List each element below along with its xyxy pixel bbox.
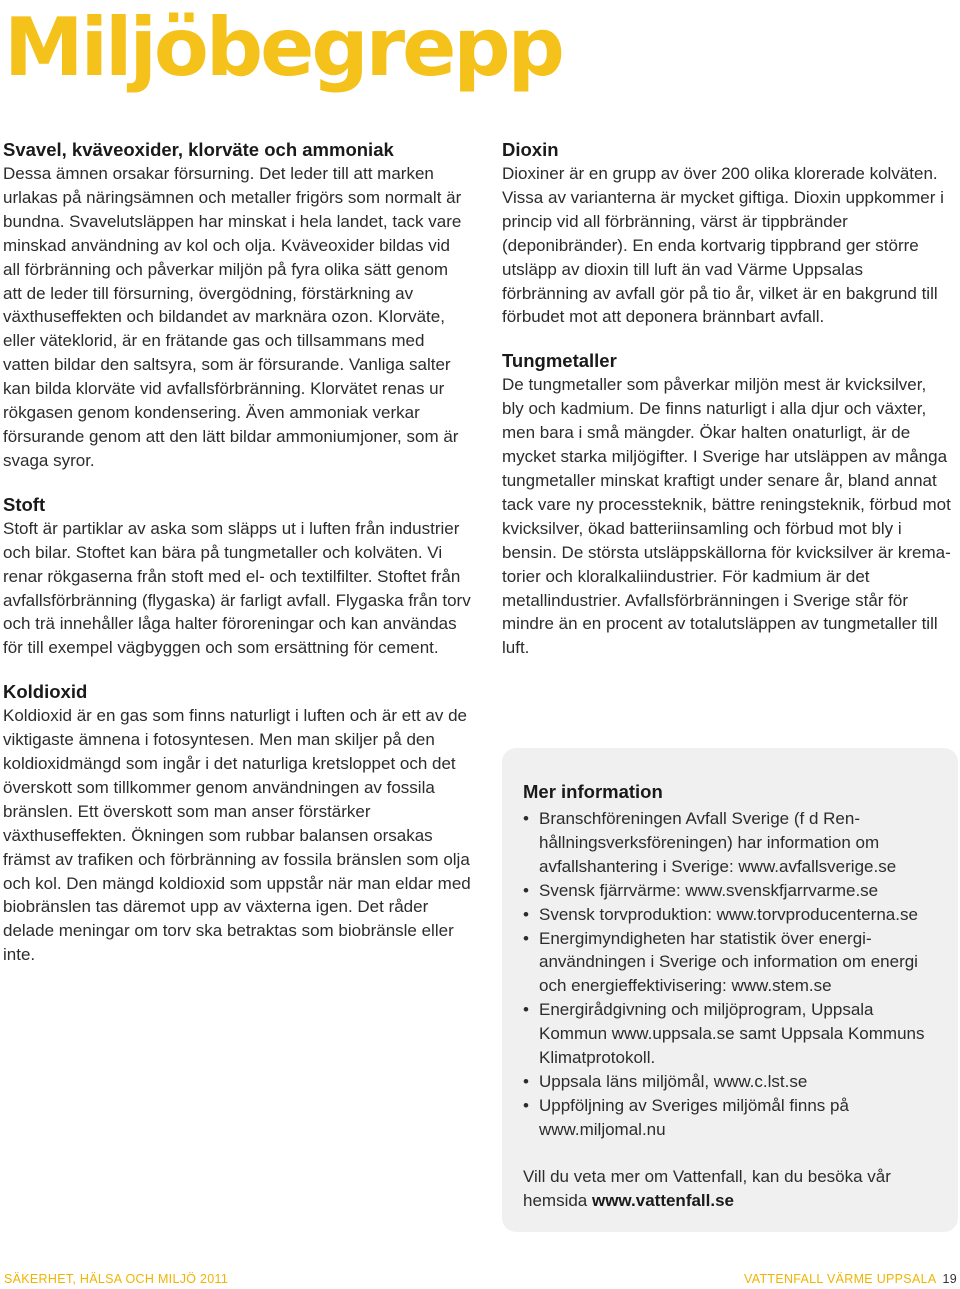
section-koldioxid <box>3 680 471 967</box>
section-heading: Koldioxid <box>3 681 88 703</box>
list-item-text: Branschföreningen Avfall Sverige (f d Renhållningsverksföreningen) har information om avfallshantering i Sverige: www.avfallsverige.se <box>539 809 897 876</box>
list-item <box>523 927 940 999</box>
bullet-icon: • <box>523 1000 529 1020</box>
section-dioxin <box>502 138 952 329</box>
bullet-icon: • <box>523 1071 529 1091</box>
list-item-text: Svensk fjärrvärme: www.svenskfjarrvarme.se <box>539 880 879 900</box>
section-stoft <box>3 493 471 660</box>
outro-text: Vill du veta mer om Vattenfall, kan du besöka vår hemsida <box>523 1166 891 1210</box>
list-item <box>523 879 940 903</box>
section-body: Dioxiner är en grupp av över 200 olika klorerade kolväten. Vissa av varianterna är mycket giftiga. Dioxin uppkommer i princip vid all förbränning, värst är tippbränder (deponibränder). En enda kortvarig tippbrand ger större utsläpp av dioxin till luft än vad Värme Uppsalas förbränning av avfall gör på tio år, vilket är en bakgrund till förbudet mot att deponera brännbart avfall. <box>502 164 944 327</box>
right-column <box>502 138 952 680</box>
section-heading: Stoft <box>3 493 46 515</box>
section-body: Dessa ämnen orsakar försurning. Det leder till att marken urlakas på näringsämnen och metaller frigörs som normalt är bundna. Svavelutsläppen har minskat i hela landet, tack vare minskad användning av kol och olja. Kväveoxider bildas vid all förbränning och påverkar miljön på fyra olika sätt genom att de leder till försurning, övergödning, förstärkning av växthuseffekten och bildandet av marknära ozon. Klorväte, eller väteklorid, är en frätande gas och tillsammans med vatten bildar den saltsyra, som är försurande. Vanliga salter kan bilda klorväte vid avfallsförbränning. Klorvätet renas ur rökgasen genom kondensering. Även ammoniak verkar försurande genom att den lätt bildar ammoniumjoner, som är svaga syror. <box>3 164 462 470</box>
section-body: Stoft är partiklar av aska som släpps ut i luften från industrier och bilar. Stoftet kan bära på tungmetaller och kolväten. Vi renar rökgaserna från stoft med el- och textilfilter. Stoftet från avfallsförbränning (flygaska) är farligt avfall. Flygaska från torv och trä innehåller låga halter föroreningar och kan användas för till exempel vägbyggen och som ersättning för cement. <box>3 518 471 658</box>
page-number: 19 <box>942 1272 957 1286</box>
left-column <box>3 138 471 987</box>
vattenfall-link[interactable]: www.vattenfall.se <box>591 1190 735 1210</box>
list-item-text: Energimyndigheten har statistik över energianvändningen i Sverige och information om energi och energieffektivisering: www.stem.se <box>539 928 918 996</box>
list-item <box>523 1094 940 1142</box>
section-body: De tungmetaller som påverkar miljön mest är kvicksilver, bly och kadmium. De finns naturligt i alla djur och växter, men bara i små mängder. Ökar halten onaturligt, är de mycket starka miljögifter. I Sverige har utsläppen av många tungmetaller minskat kraftigt under senare år, bland annat tack vare ny processteknik, bättre reningsteknik, förbud mot kvicksilver, ökad batteriinsamling och förbud mot bly i bensin. De största utsläppskällorna för kvicksilver är krematorier och kloralkaliindustrier. För kadmium är det metallindustrier. Avfallsförbränningen i Sverige står för mindre än en procent av totalutsläppen av tungmetaller till luft. <box>502 375 951 658</box>
list-item <box>523 903 940 927</box>
info-box-outro <box>523 1165 940 1213</box>
section-tungmetaller <box>502 349 952 660</box>
footer-left: SÄKERHET, HÄLSA OCH MILJÖ 2011 <box>4 1272 229 1286</box>
footer-right <box>744 1272 957 1286</box>
section-heading: Svavel, kväveoxider, klorväte och ammoniak <box>3 139 394 160</box>
bullet-icon: • <box>523 1095 529 1115</box>
section-heading: Tungmetaller <box>502 350 617 372</box>
list-item-text: Uppföljning av Sveriges miljömål finns på www.miljomal.nu <box>539 1095 849 1139</box>
bullet-icon: • <box>523 809 529 828</box>
list-item <box>523 1070 940 1094</box>
info-box-heading: Mer information <box>523 781 663 802</box>
bullet-icon: • <box>523 904 529 924</box>
bullet-icon: • <box>523 880 529 900</box>
bullet-icon: • <box>523 928 529 948</box>
list-item-text: Energirådgivning och miljöprogram, Uppsala Kommun www.uppsala.se samt Uppsala Kommuns Klimatprotokoll. <box>539 1000 925 1068</box>
more-info-box <box>502 748 958 1232</box>
list-item-text: Uppsala läns miljömål, www.c.lst.se <box>539 1071 808 1091</box>
list-item-text: Svensk torvproduktion: www.torvproducenterna.se <box>539 904 918 924</box>
section-svavel <box>3 138 471 473</box>
list-item <box>523 807 940 879</box>
page-title: Miljöbegrepp <box>4 1 562 94</box>
footer-publisher: VATTENFALL VÄRME UPPSALA <box>744 1272 937 1286</box>
section-heading: Dioxin <box>502 139 559 160</box>
section-body: Koldioxid är en gas som finns naturligt i luften och är ett av de viktigaste ämnena i fotosyntesen. Men man skiljer på den koldioxidmängd som ingår i det naturliga kretsloppet och det överskott som tillkommer genom användningen av fossila bränslen. Ett överskott som man anser förstärker växthuseffekten. Ökningen som rubbar balansen orsakas främst av trafiken och förbränning av fossila bränslen som olja och kol. Den mängd koldioxid som uppstår när man eldar med biobränslen tas däremot upp av växterna igen. Det råder delade meningar om torv ska betraktas som biobränsle eller inte. <box>3 706 471 965</box>
list-item <box>523 998 940 1070</box>
info-list <box>523 807 940 1142</box>
